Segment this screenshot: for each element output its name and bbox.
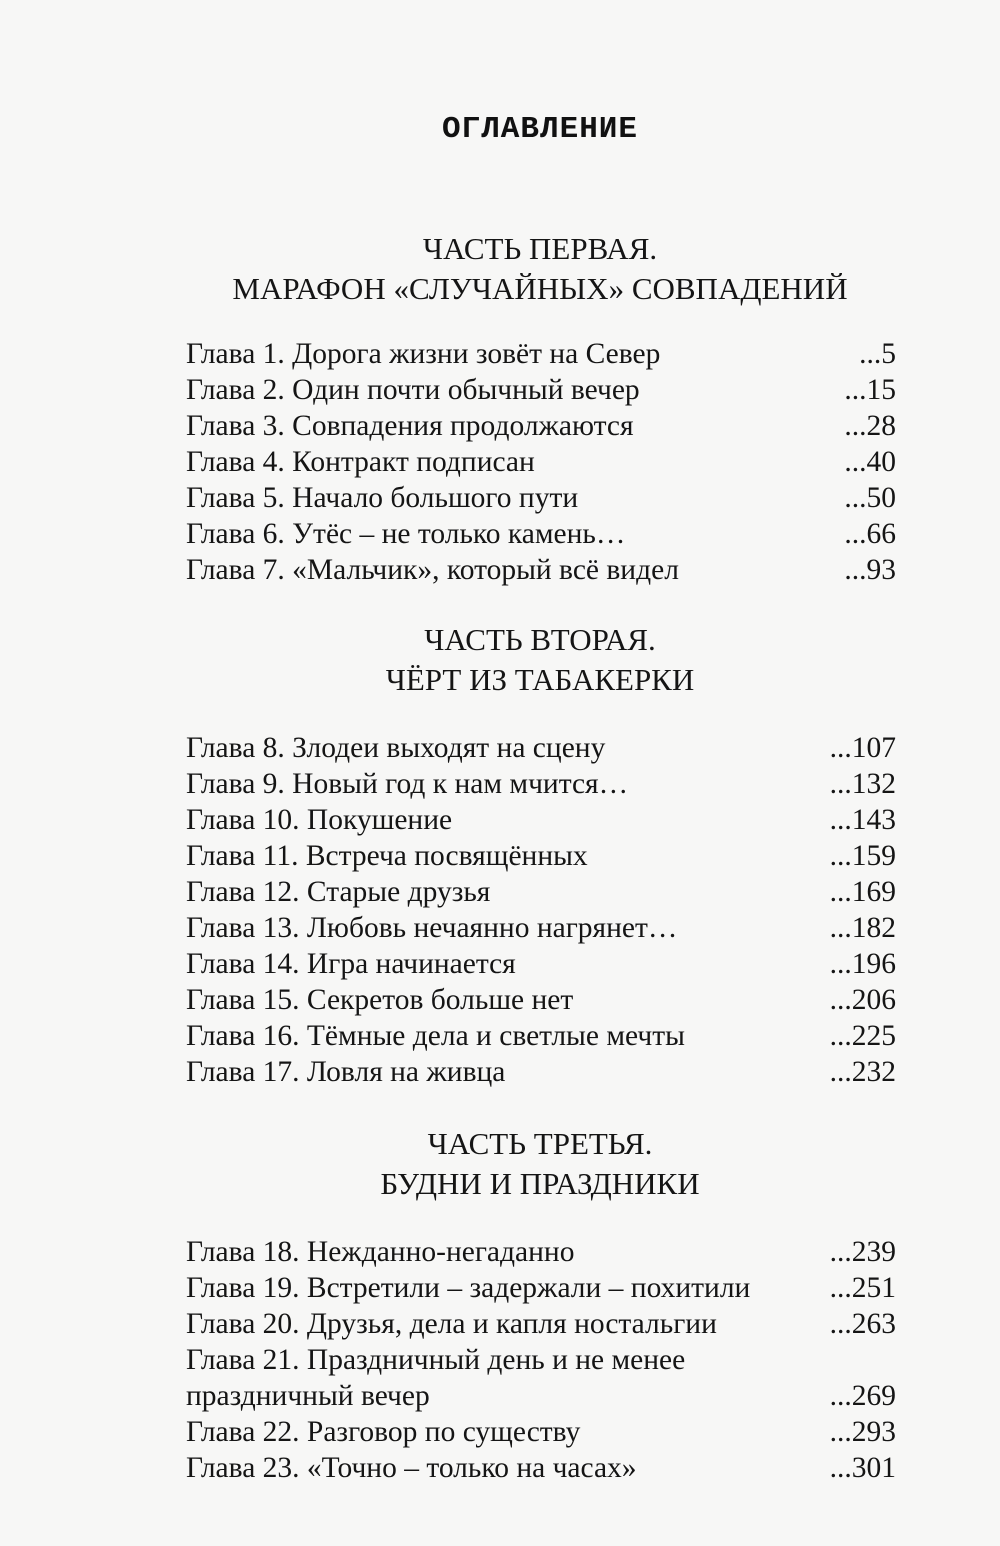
chapter-title: Глава 16. Тёмные дела и светлые мечты xyxy=(186,1020,685,1052)
chapter-page: ...232 xyxy=(829,1056,896,1088)
chapter-23 xyxy=(186,1450,896,1486)
chapter-title: Глава 6. Утёс – не только камень… xyxy=(186,518,626,550)
chapter-11 xyxy=(186,838,896,874)
chapter-title: Глава 10. Покушение xyxy=(186,804,453,836)
chapter-page: ...50 xyxy=(844,482,896,514)
chapter-19 xyxy=(186,1270,896,1306)
chapter-page: ...40 xyxy=(844,446,896,478)
chapter-title: Глава 17. Ловля на живца xyxy=(186,1056,506,1088)
chapter-title: Глава 14. Игра начинается xyxy=(186,948,516,980)
chapter-10 xyxy=(186,802,896,838)
chapter-title: Глава 15. Секретов больше нет xyxy=(186,984,574,1016)
chapter-title: Глава 5. Начало большого пути xyxy=(186,482,579,514)
chapter-22 xyxy=(186,1414,896,1450)
chapter-8 xyxy=(186,730,896,766)
chapter-title: Глава 20. Друзья, дела и капля ностальгии xyxy=(186,1308,717,1340)
chapter-page: ...263 xyxy=(829,1308,896,1340)
chapter-title: Глава 9. Новый год к нам мчится… xyxy=(186,768,629,800)
chapter-18 xyxy=(186,1234,896,1270)
chapter-6 xyxy=(186,516,896,552)
chapter-title: Глава 13. Любовь нечаянно нагрянет… xyxy=(186,912,678,944)
part-1-heading-line1: ЧАСТЬ ПЕРВАЯ. xyxy=(422,231,658,266)
chapter-21 xyxy=(186,1342,896,1414)
chapter-page: ...206 xyxy=(829,984,896,1016)
part-3-heading-line2: БУДНИ И ПРАЗДНИКИ xyxy=(380,1166,700,1201)
chapter-7 xyxy=(186,552,896,588)
chapter-3 xyxy=(186,408,896,444)
chapter-title: Глава 19. Встретили – задержали – похитили xyxy=(186,1272,751,1304)
chapter-page: ...293 xyxy=(829,1416,896,1448)
part-3-heading xyxy=(0,1124,1000,1204)
chapter-title: Глава 8. Злодеи выходят на сцену xyxy=(186,732,606,764)
chapter-2 xyxy=(186,372,896,408)
chapter-5 xyxy=(186,480,896,516)
chapter-page: ...225 xyxy=(829,1020,896,1052)
chapter-page: ...132 xyxy=(829,768,896,800)
chapter-page: ...66 xyxy=(844,518,896,550)
chapter-page: ...269 xyxy=(829,1380,896,1412)
toc-title: ОГЛАВЛЕНИЕ xyxy=(441,112,639,147)
chapter-page: ...196 xyxy=(829,948,896,980)
chapter-title: Глава 21. Праздничный день и не менее праздничный вечер xyxy=(186,1344,686,1412)
part-2-heading xyxy=(0,620,1000,700)
chapter-title: Глава 22. Разговор по существу xyxy=(186,1416,581,1448)
chapter-title: Глава 23. «Точно – только на часах» xyxy=(186,1452,637,1484)
chapter-4 xyxy=(186,444,896,480)
chapter-page: ...143 xyxy=(829,804,896,836)
chapter-20 xyxy=(186,1306,896,1342)
chapter-title: Глава 3. Совпадения продолжаются xyxy=(186,410,634,442)
chapter-page: ...182 xyxy=(829,912,896,944)
chapter-title: Глава 1. Дорога жизни зовёт на Север xyxy=(186,338,661,370)
chapter-page: ...5 xyxy=(859,338,896,370)
chapter-title: Глава 2. Один почти обычный вечер xyxy=(186,374,640,406)
chapter-title: Глава 11. Встреча посвящённых xyxy=(186,840,588,872)
chapter-page: ...28 xyxy=(844,410,896,442)
chapter-14 xyxy=(186,946,896,982)
chapter-15 xyxy=(186,982,896,1018)
chapter-1 xyxy=(186,336,896,372)
chapter-12 xyxy=(186,874,896,910)
chapter-page: ...15 xyxy=(844,374,896,406)
chapter-page: ...169 xyxy=(829,876,896,908)
chapter-9 xyxy=(186,766,896,802)
chapter-page: ...301 xyxy=(829,1452,896,1484)
chapter-page: ...251 xyxy=(829,1272,896,1304)
part-1-heading-line2: МАРАФОН «СЛУЧАЙНЫХ» СОВПАДЕНИЙ xyxy=(232,271,848,306)
chapter-page: ...93 xyxy=(844,554,896,586)
chapter-title: Глава 18. Нежданно-негаданно xyxy=(186,1236,575,1268)
chapter-page: ...107 xyxy=(829,732,896,764)
part-1-heading xyxy=(0,229,1000,309)
part-2-heading-line1: ЧАСТЬ ВТОРАЯ. xyxy=(424,622,656,657)
chapter-title: Глава 4. Контракт подписан xyxy=(186,446,535,478)
chapter-page: ...159 xyxy=(829,840,896,872)
part-2-heading-line2: ЧЁРТ ИЗ ТАБАКЕРКИ xyxy=(385,662,695,697)
chapter-13 xyxy=(186,910,896,946)
chapter-title: Глава 7. «Мальчик», который всё видел xyxy=(186,554,679,586)
chapter-17 xyxy=(186,1054,896,1090)
chapter-title: Глава 12. Старые друзья xyxy=(186,876,491,908)
chapter-16 xyxy=(186,1018,896,1054)
chapter-page: ...239 xyxy=(829,1236,896,1268)
part-3-heading-line1: ЧАСТЬ ТРЕТЬЯ. xyxy=(427,1126,653,1161)
